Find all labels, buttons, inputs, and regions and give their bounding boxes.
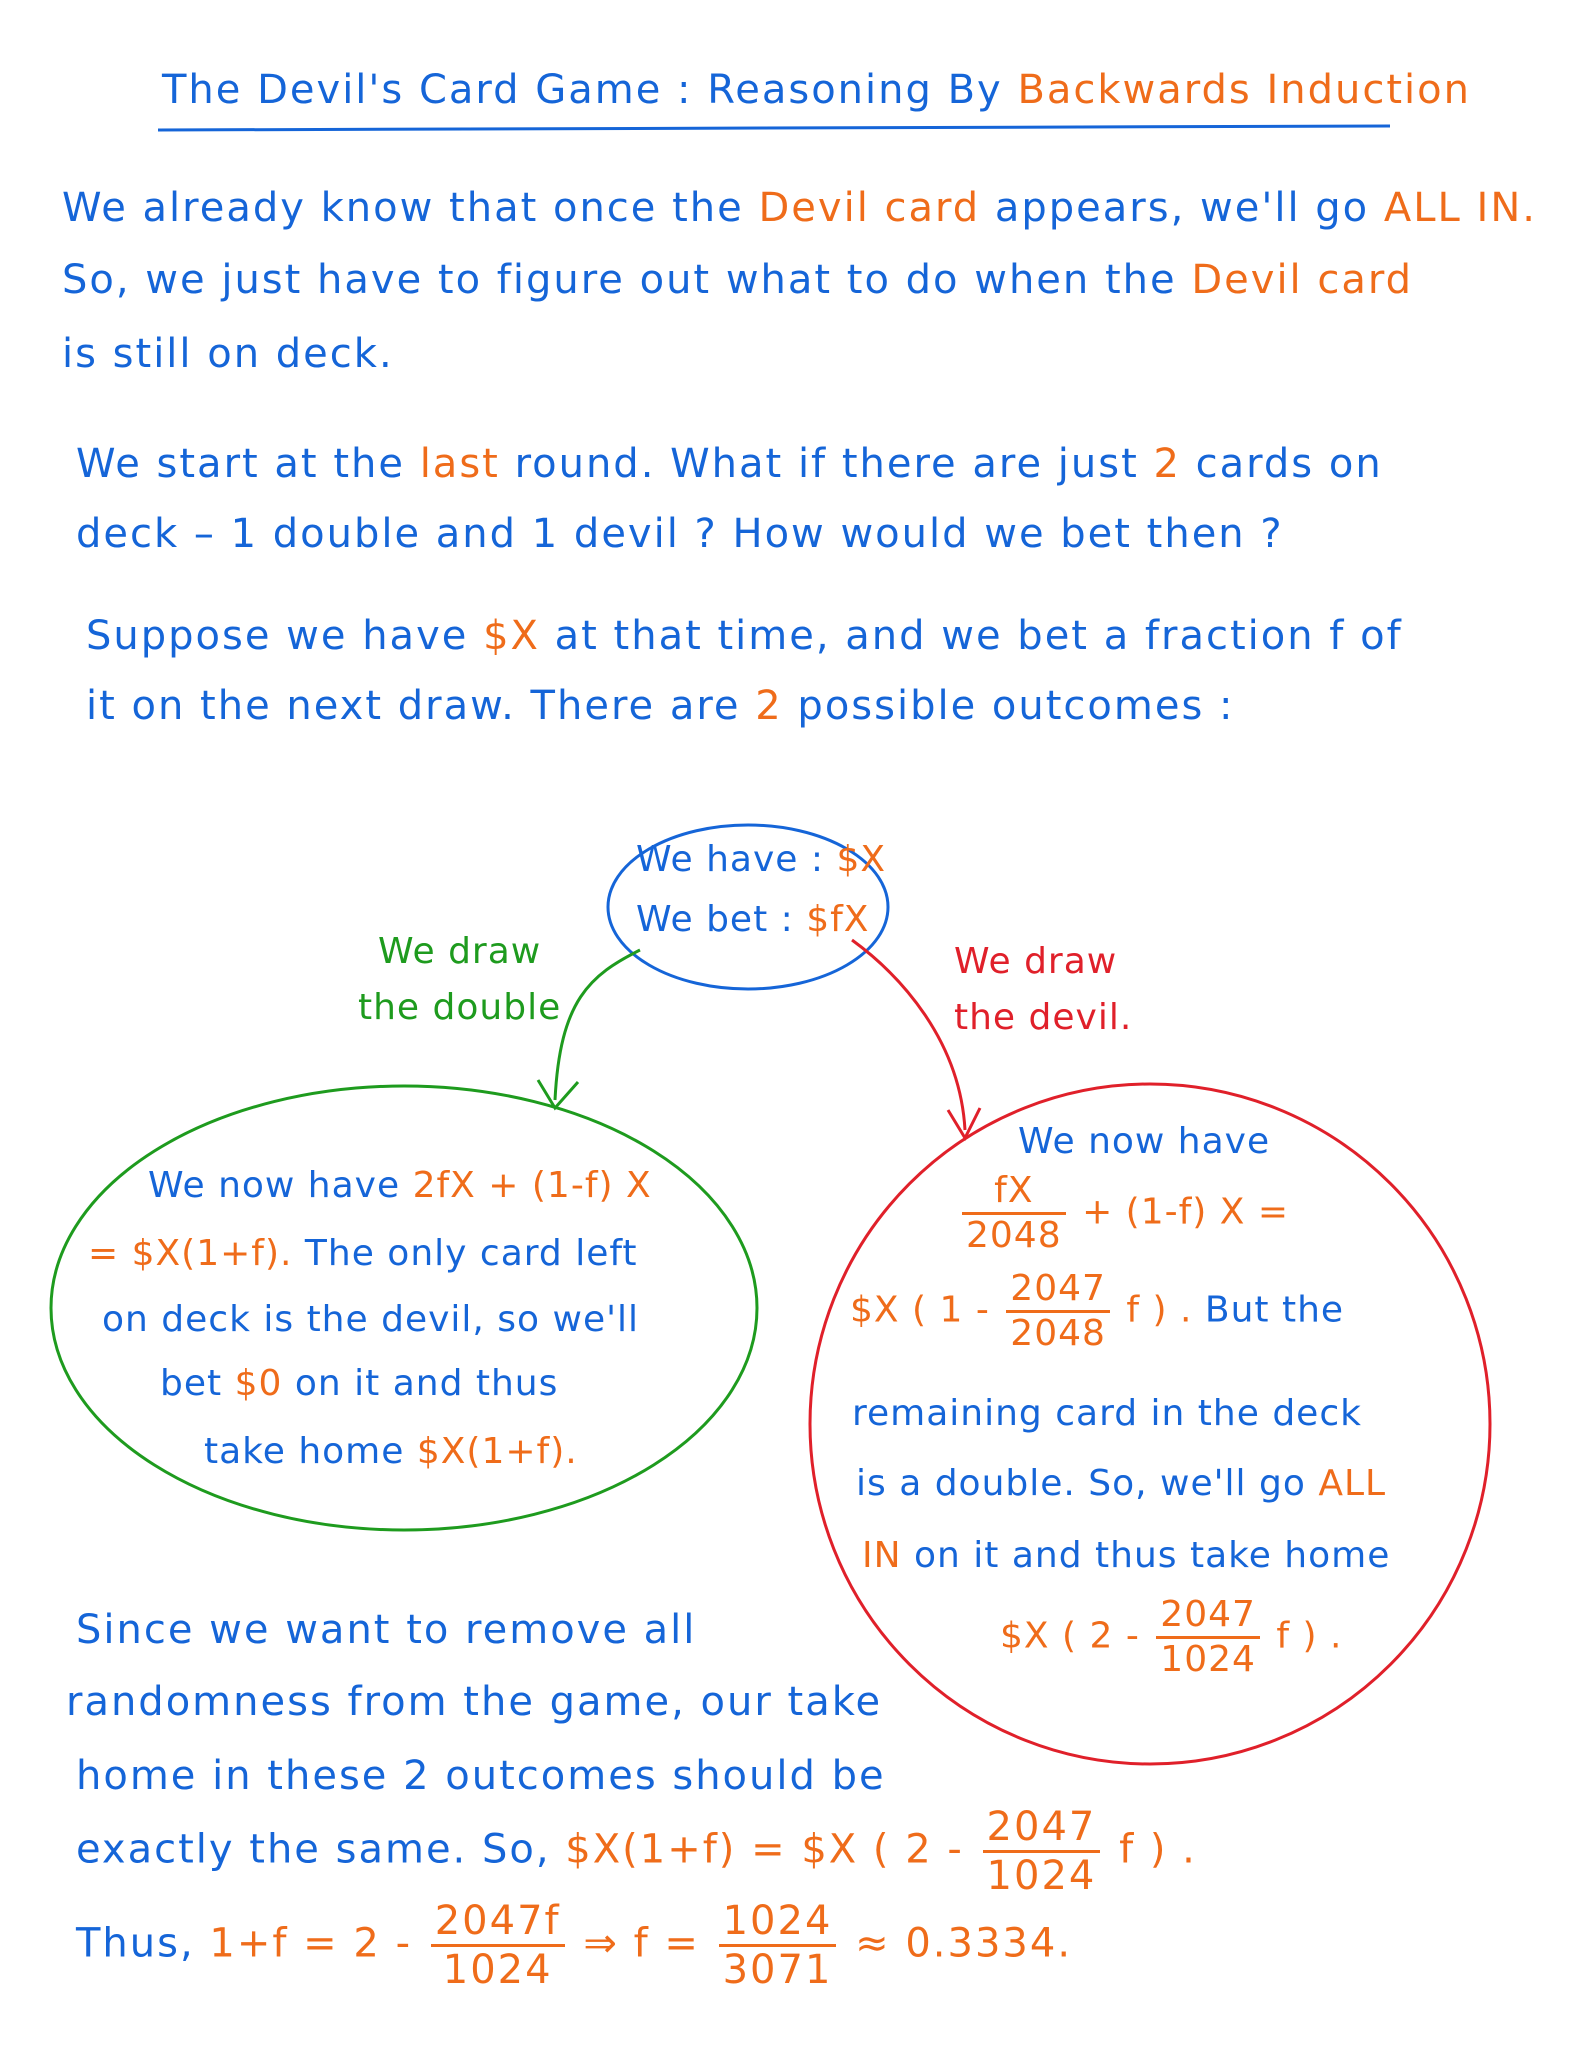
- fraction-numerator: 2047: [1006, 1270, 1110, 1313]
- left-node-math: = $X(1+f).: [88, 1233, 293, 1274]
- devil-card-term: Devil card: [1191, 257, 1414, 303]
- right-node-math: $X ( 1 -: [850, 1289, 990, 1331]
- title-underline: [158, 126, 1390, 130]
- left-node-text: The only card left: [304, 1233, 638, 1274]
- suppose-line-2: [86, 683, 1235, 729]
- suppose-line-1: [86, 613, 1403, 659]
- conclusion-line-4: [76, 1806, 1197, 1897]
- right-branch-label-1: We draw: [954, 941, 1118, 982]
- left-node-text: bet: [160, 1363, 223, 1404]
- left-node-line-4: [160, 1363, 559, 1404]
- count-term: 2: [755, 683, 783, 729]
- left-branch-label-2: the double: [358, 987, 562, 1028]
- right-node-line-4: [856, 1463, 1387, 1504]
- fraction: [962, 1172, 1066, 1255]
- root-have-label: We have :: [636, 839, 824, 880]
- left-node-line-5: [204, 1431, 578, 1472]
- conclusion-result: ≈ 0.3334.: [855, 1920, 1073, 1967]
- conclusion-line-3: home in these 2 outcomes should be: [76, 1753, 886, 1799]
- all-in-term: ALL IN.: [1383, 185, 1537, 231]
- fraction: [719, 1900, 837, 1991]
- title-highlight: Backwards Induction: [1017, 67, 1471, 113]
- dollar-x-term: $X: [483, 613, 540, 659]
- right-branch-label-2: the devil.: [954, 997, 1133, 1038]
- left-node-text: We now have: [148, 1165, 401, 1206]
- left-node-line-2: [88, 1233, 638, 1274]
- right-node-text: is a double. So, we'll go: [856, 1463, 1306, 1504]
- fraction: [1156, 1596, 1260, 1679]
- intro-text: appears, we'll go: [994, 185, 1370, 231]
- right-node-math: f ) .: [1276, 1615, 1343, 1657]
- right-node-fraction-2: [850, 1270, 1344, 1353]
- left-node-line-3: on deck is the devil, so we'll: [102, 1299, 640, 1340]
- suppose-text: possible outcomes :: [797, 683, 1235, 729]
- fraction-denominator: 1024: [986, 1853, 1097, 1899]
- right-node-text: on it and thus take home: [914, 1535, 1391, 1576]
- round-text: cards on: [1195, 441, 1383, 487]
- conclusion-line-1: Since we want to remove all: [76, 1607, 697, 1653]
- left-node-math: $X(1+f).: [416, 1431, 578, 1472]
- right-node-math: + (1-f) X =: [1082, 1191, 1290, 1233]
- fraction-denominator: 3071: [722, 1947, 833, 1993]
- fraction-numerator: fX: [962, 1172, 1066, 1215]
- fraction-numerator: 1024: [719, 1900, 837, 1947]
- conclusion-line-5: [76, 1900, 1072, 1991]
- root-have-value: $X: [836, 839, 887, 880]
- all-in-term: ALL: [1318, 1463, 1387, 1504]
- right-node-line-3: remaining card in the deck: [852, 1393, 1362, 1434]
- right-branch-arrow: [852, 940, 965, 1130]
- root-bet-line: [636, 899, 870, 940]
- conclusion-math: $X(1+f) = $X ( 2 -: [565, 1826, 964, 1873]
- fraction-denominator: 2048: [966, 1214, 1062, 1256]
- conclusion-math: f ) .: [1119, 1826, 1197, 1873]
- count-term: 2: [1153, 441, 1181, 487]
- devil-card-term: Devil card: [758, 185, 981, 231]
- right-node-math: $X ( 2 -: [1000, 1615, 1140, 1657]
- fraction: [1006, 1270, 1110, 1353]
- intro-text: We already know that once the: [62, 185, 744, 231]
- fraction: [431, 1900, 565, 1991]
- right-node-math: f ) .: [1126, 1289, 1193, 1331]
- left-node-line-1: [148, 1165, 652, 1206]
- suppose-text: at that time, and we bet a fraction f of: [554, 613, 1403, 659]
- right-node-text: But the: [1204, 1289, 1345, 1331]
- intro-line-2: [62, 257, 1414, 303]
- round-text: We start at the: [76, 441, 405, 487]
- round-text: round. What if there are just: [514, 441, 1139, 487]
- intro-line-1: [62, 185, 1537, 231]
- suppose-text: Suppose we have: [86, 613, 469, 659]
- fraction-numerator: 2047f: [431, 1900, 565, 1947]
- conclusion-line-2: randomness from the game, our take: [66, 1679, 883, 1725]
- root-bet-value: $fX: [806, 899, 870, 940]
- round-line-1: [76, 441, 1383, 487]
- right-node-fraction-3: [1000, 1596, 1342, 1679]
- fraction-denominator: 1024: [442, 1947, 553, 1993]
- left-branch-label-1: We draw: [378, 931, 542, 972]
- suppose-text: it on the next draw. There are: [86, 683, 741, 729]
- fraction-numerator: 2047: [983, 1806, 1101, 1853]
- last-term: last: [419, 441, 500, 487]
- fraction-denominator: 2048: [1010, 1312, 1106, 1354]
- left-node-math: 2fX + (1-f) X: [412, 1165, 652, 1206]
- right-node-line-1: We now have: [1018, 1121, 1271, 1162]
- right-node-fraction-1: [958, 1172, 1289, 1255]
- root-have-line: [636, 839, 887, 880]
- conclusion-text: Thus,: [76, 1920, 195, 1967]
- intro-line-3: is still on deck.: [62, 331, 394, 377]
- left-branch-arrow: [555, 950, 640, 1100]
- left-node-math: $0: [234, 1363, 283, 1404]
- conclusion-text: exactly the same. So,: [76, 1826, 551, 1873]
- conclusion-math: ⇒ f =: [583, 1920, 700, 1967]
- title-main: The Devil's Card Game : Reasoning By: [162, 67, 1003, 113]
- round-line-2: deck – 1 double and 1 devil ? How would we bet then ?: [76, 511, 1284, 557]
- page-title: [162, 67, 1471, 113]
- fraction-numerator: 2047: [1156, 1596, 1260, 1639]
- root-bet-label: We bet :: [636, 899, 794, 940]
- left-node-text: take home: [204, 1431, 405, 1472]
- right-node-line-5: [862, 1535, 1391, 1576]
- all-in-term: IN: [862, 1535, 902, 1576]
- fraction-denominator: 1024: [1160, 1638, 1256, 1680]
- conclusion-math: 1+f = 2 -: [209, 1920, 413, 1967]
- left-node-text: on it and thus: [294, 1363, 559, 1404]
- intro-text: So, we just have to figure out what to do when the: [62, 257, 1177, 303]
- fraction: [983, 1806, 1101, 1897]
